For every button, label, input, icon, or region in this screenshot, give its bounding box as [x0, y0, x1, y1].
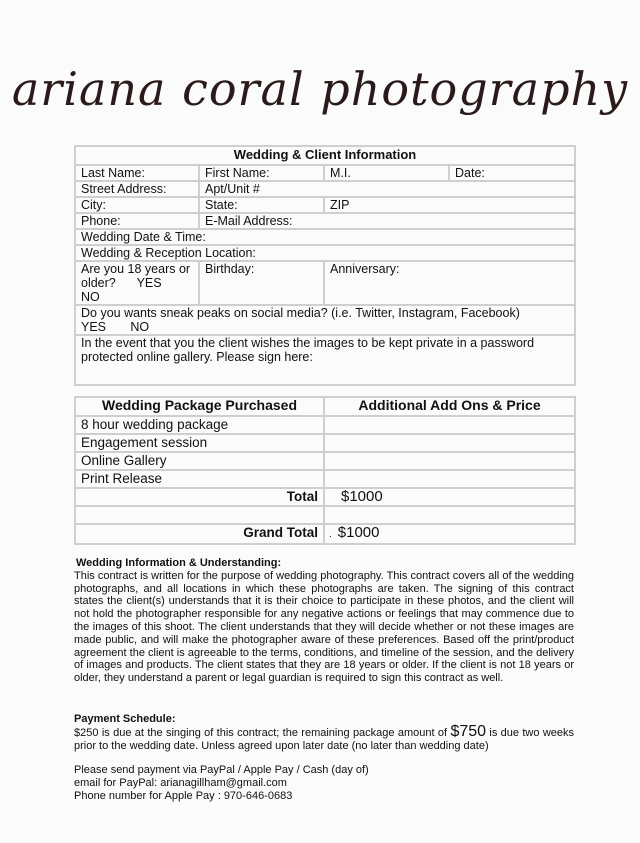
package-table — [74, 396, 576, 545]
sneak-peek-question: Do you wants sneak peaks on social media? (i.e. Twitter, Instagram, Facebook) — [81, 306, 520, 320]
age-question-label: Are you 18 years or older? — [81, 262, 191, 290]
empty-cell — [75, 506, 324, 524]
last-name-field[interactable]: Last Name: — [75, 165, 199, 181]
addon-cell[interactable] — [324, 470, 575, 488]
package-item: Engagement session — [75, 434, 324, 452]
state-field[interactable]: State: — [199, 197, 324, 213]
wedding-date-field[interactable]: Wedding Date & Time: — [75, 229, 575, 245]
apt-unit-field[interactable]: Apt/Unit # — [199, 181, 575, 197]
addon-cell[interactable] — [324, 416, 575, 434]
payment-text-b: is due two weeks prior to the wedding date. Unless agreed upon later date (no later than wedding date) — [74, 726, 574, 752]
grand-total-value: $1000 — [337, 524, 380, 541]
package-item: Online Gallery — [75, 452, 324, 470]
street-address-field[interactable]: Street Address: — [75, 181, 199, 197]
age-question-field[interactable] — [75, 261, 199, 305]
understanding-section — [74, 557, 574, 685]
total-label: Total — [75, 488, 324, 506]
addon-cell[interactable] — [324, 452, 575, 470]
middle-initial-field[interactable]: M.I. — [324, 165, 449, 181]
grand-total-dot: . — [329, 529, 332, 540]
payment-amount: $750 — [450, 722, 487, 740]
age-yes-option[interactable]: YES — [136, 276, 162, 290]
addons-col-header: Additional Add Ons & Price — [324, 397, 575, 416]
date-field[interactable]: Date: — [449, 165, 575, 181]
location-field[interactable]: Wedding & Reception Location: — [75, 245, 575, 261]
package-item: Print Release — [75, 470, 324, 488]
paypal-email: email for PayPal: arianagillham@gmail.com — [74, 777, 287, 790]
client-info-table — [74, 145, 576, 386]
package-col-header: Wedding Package Purchased — [75, 397, 324, 416]
logo: ariana coral photography — [11, 62, 629, 116]
birthday-field[interactable]: Birthday: — [199, 261, 324, 305]
sneak-no-option[interactable]: NO — [130, 320, 150, 334]
addon-cell[interactable] — [324, 434, 575, 452]
total-value: $1000 — [324, 488, 575, 506]
first-name-field[interactable]: First Name: — [199, 165, 324, 181]
sneak-yes-option[interactable]: YES — [81, 320, 107, 334]
info-table-title: Wedding & Client Information — [75, 146, 575, 165]
package-item: 8 hour wedding package — [75, 416, 324, 434]
private-gallery-signature-field[interactable]: In the event that you the client wishes the images to be kept private in a password protected online gallery. Please sign here: — [75, 335, 575, 385]
payment-text-a: $250 is due at the singing of this contract; the remaining package amount of — [74, 726, 448, 739]
payment-section — [74, 713, 574, 803]
sneak-peek-field[interactable] — [75, 305, 575, 335]
grand-total-label: Grand Total — [75, 524, 324, 544]
email-field[interactable]: E-Mail Address: — [199, 213, 575, 229]
understanding-text: This contract is written for the purpose of wedding photography. This contract covers all of the wedding photographs, and all locations in which these photographs are taken. The signing of this contract states the client(s) understands that it is their choice to participate in these photos, and the client will not hold the photographer responsible for any negative actions or feelings that may commence due to the images of this shoot. The client understands that they will decide whether or not these images are made public, and will make the photographer aware of these preferences. Based off the print/product agreement the client is agreeable to the terms, conditions, and timeline of the session, and the delivery of images and products. The client states that they are 18 years or older. If the client is not 18 years or older, they understand a parent or legal guardian is required to sign this contract as well. — [74, 569, 574, 685]
age-no-option[interactable]: NO — [81, 290, 100, 304]
anniversary-field[interactable]: Anniversary: — [324, 261, 575, 305]
grand-total-cell — [324, 524, 575, 544]
applepay-phone: Phone number for Apple Pay : 970-646-0683 — [74, 789, 293, 802]
understanding-heading: Wedding Information & Understanding: — [76, 557, 282, 569]
payment-methods: Please send payment via PayPal / Apple Pay / Cash (day of) — [74, 764, 369, 777]
payment-heading: Payment Schedule: — [74, 713, 176, 725]
empty-cell — [324, 506, 575, 524]
phone-field[interactable]: Phone: — [75, 213, 199, 229]
city-field[interactable]: City: — [75, 197, 199, 213]
payment-text — [74, 722, 574, 753]
zip-field[interactable]: ZIP — [324, 197, 575, 213]
